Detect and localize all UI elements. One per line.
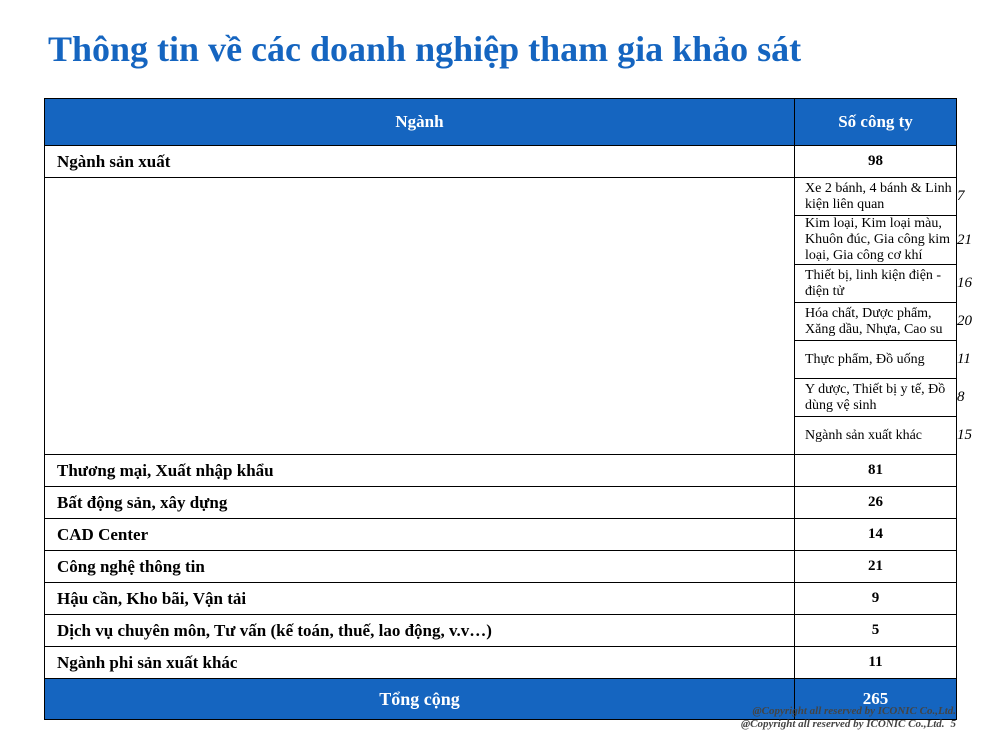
row-label: Thiết bị, linh kiện điện - điện tử [795, 265, 957, 303]
total-label: Tổng cộng [45, 679, 795, 720]
row-count: 81 [795, 455, 957, 487]
row-label: Dịch vụ chuyên môn, Tư vấn (kế toán, thuế, lao động, v.v…) [45, 615, 795, 647]
table-row: Thiết bị, linh kiện điện - điện tử 16 [45, 265, 957, 303]
row-count: 26 [795, 487, 957, 519]
table-row: Hóa chất, Dược phẩm, Xăng dầu, Nhựa, Cao su 20 [45, 303, 957, 341]
copyright-line-1: @Copyright all reserved by ICONIC Co.,Ltd. [752, 704, 956, 717]
row-count: 9 [795, 583, 957, 615]
survey-table-container [44, 98, 972, 720]
row-label: Ngành sản xuất [45, 146, 795, 178]
row-label: CAD Center [45, 519, 795, 551]
row-label: Hóa chất, Dược phẩm, Xăng dầu, Nhựa, Cao su [795, 303, 957, 341]
row-label: Công nghệ thông tin [45, 551, 795, 583]
table-header-row [45, 99, 957, 146]
header-industry: Ngành [45, 99, 795, 146]
copyright-line-2: @Copyright all reserved by ICONIC Co.,Ltd. [741, 718, 945, 731]
row-indent-spacer [45, 178, 795, 455]
header-company-count: Số công ty [795, 99, 957, 146]
table-row [45, 455, 957, 487]
footer-copyright [741, 705, 956, 733]
table-row [45, 615, 957, 647]
total-count: 265 [795, 679, 957, 720]
row-label: Ngành sản xuất khác [795, 417, 957, 455]
table-row: Y dược, Thiết bị y tế, Đồ dùng vệ sinh 8 [45, 379, 957, 417]
row-label: Ngành phi sản xuất khác [45, 647, 795, 679]
row-label: Kim loại, Kim loại màu, Khuôn đúc, Gia công kim loại, Gia công cơ khí [795, 216, 957, 265]
slide-page-number: 5 [950, 718, 956, 731]
table-row: Ngành sản xuất khác 15 [45, 417, 957, 455]
row-label: Bất động sản, xây dựng [45, 487, 795, 519]
row-label: Thương mại, Xuất nhập khẩu [45, 455, 795, 487]
table-row: Kim loại, Kim loại màu, Khuôn đúc, Gia công kim loại, Gia công cơ khí 21 [45, 216, 957, 265]
row-label: Y dược, Thiết bị y tế, Đồ dùng vệ sinh [795, 379, 957, 417]
table-row [45, 551, 957, 583]
table-row [45, 146, 957, 178]
row-label: Thực phẩm, Đồ uống [795, 341, 957, 379]
row-count: 11 [795, 647, 957, 679]
survey-table [44, 98, 972, 720]
row-label: Hậu cần, Kho bãi, Vận tải [45, 583, 795, 615]
table-body [45, 146, 972, 720]
row-count: 14 [795, 519, 957, 551]
row-count: 21 [795, 551, 957, 583]
table-row: Thực phẩm, Đồ uống 11 [45, 341, 957, 379]
row-count: 5 [795, 615, 957, 647]
row-label: Xe 2 bánh, 4 bánh & Linh kiện liên quan [795, 178, 957, 216]
table-row: Xe 2 bánh, 4 bánh & Linh kiện liên quan 7 [45, 178, 957, 216]
page-title: Thông tin về các doanh nghiệp tham gia khảo sát [48, 29, 802, 69]
row-count: 98 [795, 146, 957, 178]
table-row [45, 487, 957, 519]
table-row [45, 583, 957, 615]
copyright-line-2-wrap [741, 718, 956, 732]
table-row [45, 647, 957, 679]
table-row [45, 519, 957, 551]
